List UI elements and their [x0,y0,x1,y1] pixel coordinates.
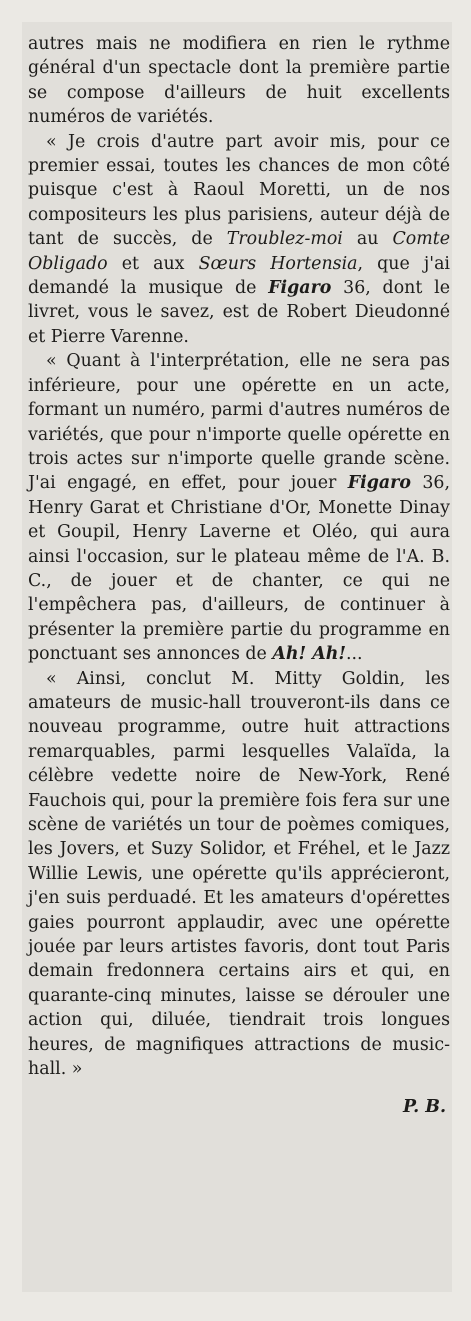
composer-text-2: au [342,229,393,250]
composer-text-5: 36, dont le livret, vous le savez, est de Robert Dieudonné et Pierre Varenne. [28,278,450,347]
cast-text-1: « Quant à l'interprétation, elle ne sera pas inférieure, pour une opérette en un acte, formant un numéro, parmi d'autres numéros de variétés, que pour n'importe quelle opérette en trois actes sur n'importe quelle grande scène. J'ai engagé, en effet, pour jouer [28,351,450,494]
cast-text-3: ... [345,644,363,665]
paragraph-composer [28,130,450,350]
title-soeurs-hortensia: Sœurs Hortensia [198,253,358,274]
paragraph-intro [28,32,450,130]
paragraph-intro-text: autres mais ne modifiera en rien le rythme général d'un spectacle dont la première partie se compose d'ailleurs de huit excellents numéros de variétés. [28,34,450,128]
composer-text-4: , que j'ai demandé la musique de [28,253,450,299]
paragraph-conclusion-text: « Ainsi, conclut M. Mitty Goldin, les amateurs de music-hall trouveront-ils dans ce nouveau programme, outre huit attractions remarquables, parmi lesquelles Valaïda, la célèbre vedette noire de New-York, René Fauchois qui, pour la première fois fera sur une scène de variétés un tour de poèmes comiques, les Jovers, et Suzy Solidor, et Fréhel, et le Jazz Willie Lewis, une opérette qu'ils apprécieront, j'en suis perduadé. Et les amateurs d'opérettes gaies pourront applaudir, avec une opérette jouée par leurs artistes favoris, dont tout Paris demain fredonnera certains airs et qui, en quarante-cinq minutes, laisse se dérouler une action qui, diluée, tiendrait trois longues heures, de magnifiques attractions de music-hall. » [28,668,450,1080]
cast-text-2: 36, Henry Garat et Christiane d'Or, Monette Dinay et Goupil, Henry Laverne et Oléo, qui aura ainsi l'occasion, sur le plateau même de l'A. B. C., de jouer et de chanter, ce qui ne l'empêchera pas, d'ailleurs, de continuer à présenter la première partie du programme en ponctuant ses annonces de [28,473,450,665]
title-troublez-moi: Troublez-moi [226,229,343,250]
composer-text-1: « Je crois d'autre part avoir mis, pour ce premier essai, toutes les chances de mon côté puisque c'est à Raoul Moretti, un de nos compositeurs les plus parisiens, auteur déjà de tant de succès, de [28,131,450,250]
paragraph-cast [28,349,450,666]
title-figaro: Figaro [268,278,332,299]
author-signature: P. B. [402,1097,446,1118]
composer-text-3: et aux [107,253,199,274]
title-ah-ah: Ah! Ah! [272,644,346,665]
title-figaro-2: Figaro [347,473,411,494]
paragraph-conclusion [28,667,450,1082]
title-comte-obligado: Comte Obligado [28,229,450,274]
article-column [22,22,452,1292]
